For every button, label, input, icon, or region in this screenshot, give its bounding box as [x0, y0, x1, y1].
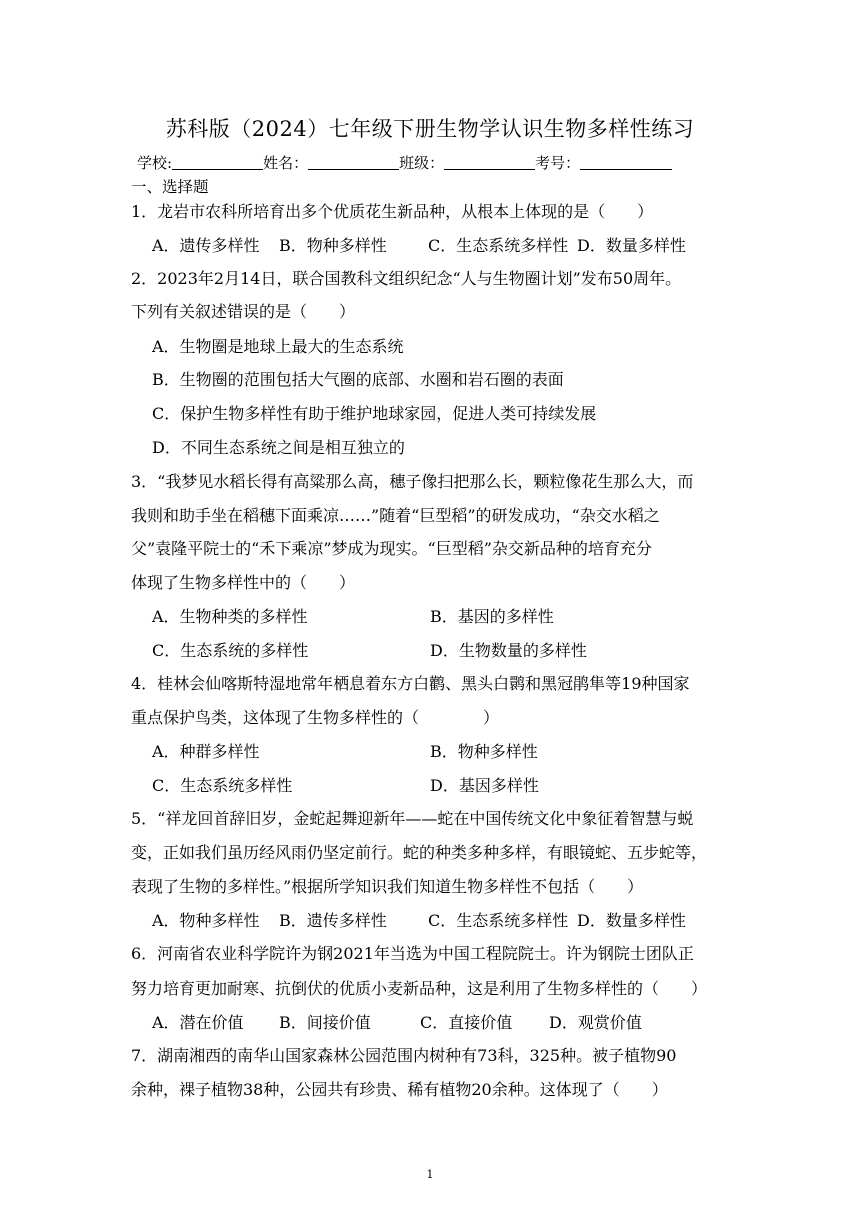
q3-option-a: A．生物种类的多样性	[152, 607, 308, 626]
q2-stem-line2: 下列有关叙述错误的是（ ）	[131, 302, 356, 321]
exam-no-label: 考号：	[535, 154, 581, 172]
q4-option-b: B．物种多样性	[430, 742, 538, 761]
document-title: 苏科版（2024）七年级下册生物学认识生物多样性练习	[165, 117, 695, 141]
q5-option-c: C．生态系统多样性	[428, 911, 569, 930]
q6-option-a: A．潜在价值	[152, 1013, 244, 1032]
q4-stem-line2: 重点保护鸟类，这体现了生物多样性的（ ）	[131, 708, 500, 727]
q7-stem-line1: 7．湖南湘西的南华山国家森林公园范围内树种有73科，325种。被子植物90	[131, 1046, 677, 1065]
q5-option-a: A．物种多样性	[152, 911, 260, 930]
q3-stem-line1: 3．“我梦见水稻长得有高粱那么高，穗子像扫把那么长，颗粒像花生那么大，而	[131, 472, 694, 491]
q3-stem-line2: 我则和助手坐在稻穗下面乘凉……”随着“巨型稻”的研发成功，“杂交水稻之	[131, 506, 660, 525]
q2-stem-line1: 2．2023年2月14日，联合国教科文组织纪念“人与生物圈计划”发布50周年。	[131, 269, 682, 288]
q6-option-b: B．间接价值	[279, 1013, 371, 1032]
q2-option-c: C．保护生物多样性有助于维护地球家园，促进人类可持续发展	[152, 404, 597, 423]
q3-option-c: C．生态系统的多样性	[152, 641, 309, 660]
school-label: 学校:	[137, 154, 173, 172]
q6-stem-line2: 努力培育更加耐寒、抗倒伏的优质小麦新品种，这是利用了生物多样性的（ ）	[131, 979, 708, 998]
q3-option-b: B．基因的多样性	[430, 607, 554, 626]
class-blank[interactable]	[444, 155, 535, 170]
q4-option-c: C．生态系统多样性	[152, 776, 293, 795]
q2-option-a: A．生物圈是地球上最大的生态系统	[152, 337, 404, 356]
name-blank[interactable]	[308, 155, 399, 170]
q1-option-c: C．生态系统多样性	[428, 236, 569, 255]
q4-options-row1	[152, 742, 538, 762]
q5-stem-line2: 变，正如我们虽历经风雨仍坚定前行。蛇的种类多种多样，有眼镜蛇、五步蛇等，	[131, 843, 708, 862]
exam-no-blank[interactable]	[580, 155, 672, 170]
q5-options	[152, 911, 686, 931]
q7-stem-line2: 余种，裸子植物38种，公园共有珍贵、稀有植物20余种。这体现了（ ）	[131, 1080, 668, 1099]
q6-option-d: D．观赏价值	[549, 1013, 642, 1032]
class-label: 班级：	[399, 154, 445, 172]
q6-option-c: C．直接价值	[420, 1013, 513, 1032]
name-label: 姓名：	[263, 154, 309, 172]
q2-option-d: D．不同生态系统之间是相互独立的	[152, 438, 405, 457]
school-blank[interactable]	[172, 155, 263, 170]
q4-option-a: A．种群多样性	[152, 742, 260, 761]
q4-option-d: D．基因多样性	[430, 776, 539, 795]
q3-option-d: D．生物数量的多样性	[430, 641, 587, 660]
q1-option-b: B．物种多样性	[279, 236, 387, 255]
q3-stem-line3: 父”袁隆平院士的“禾下乘凉”梦成为现实。“巨型稻”杂交新品种的培育充分	[131, 539, 652, 558]
q1-stem: 1．龙岩市农科所培育出多个优质花生新品种，从根本上体现的是（ ）	[131, 202, 654, 221]
q5-stem-line1: 5．“祥龙回首辞旧岁，金蛇起舞迎新年——蛇在中国传统文化中象征着智慧与蜕	[131, 809, 694, 828]
q3-options-row2	[152, 641, 587, 661]
q1-option-d: D．数量多样性	[577, 236, 686, 255]
q6-options	[152, 1013, 642, 1033]
q3-options-row1	[152, 607, 554, 627]
q5-option-b: B．遗传多样性	[279, 911, 387, 930]
q4-stem-line1: 4．桂林会仙喀斯特湿地常年栖息着东方白鹳、黑头白鹮和黑冠鹃隼等19种国家	[131, 674, 690, 693]
q1-option-a: A．遗传多样性	[152, 236, 260, 255]
section-heading: 一、选择题	[131, 178, 209, 196]
student-info-row	[137, 152, 672, 173]
page-number: 1	[426, 1168, 434, 1181]
q3-stem-line4: 体现了生物多样性中的（ ）	[131, 573, 356, 592]
q6-stem-line1: 6．河南省农业科学院许为钢2021年当选为中国工程院院士。许为钢院士团队正	[131, 944, 694, 963]
q5-stem-line3: 表现了生物的多样性。”根据所学知识我们知道生物多样性不包括（ ）	[131, 877, 644, 896]
q2-option-b: B．生物圈的范围包括大气圈的底部、水圈和岩石圈的表面	[152, 370, 564, 389]
q1-options	[152, 236, 686, 256]
q4-options-row2	[152, 776, 539, 796]
q5-option-d: D．数量多样性	[577, 911, 686, 930]
